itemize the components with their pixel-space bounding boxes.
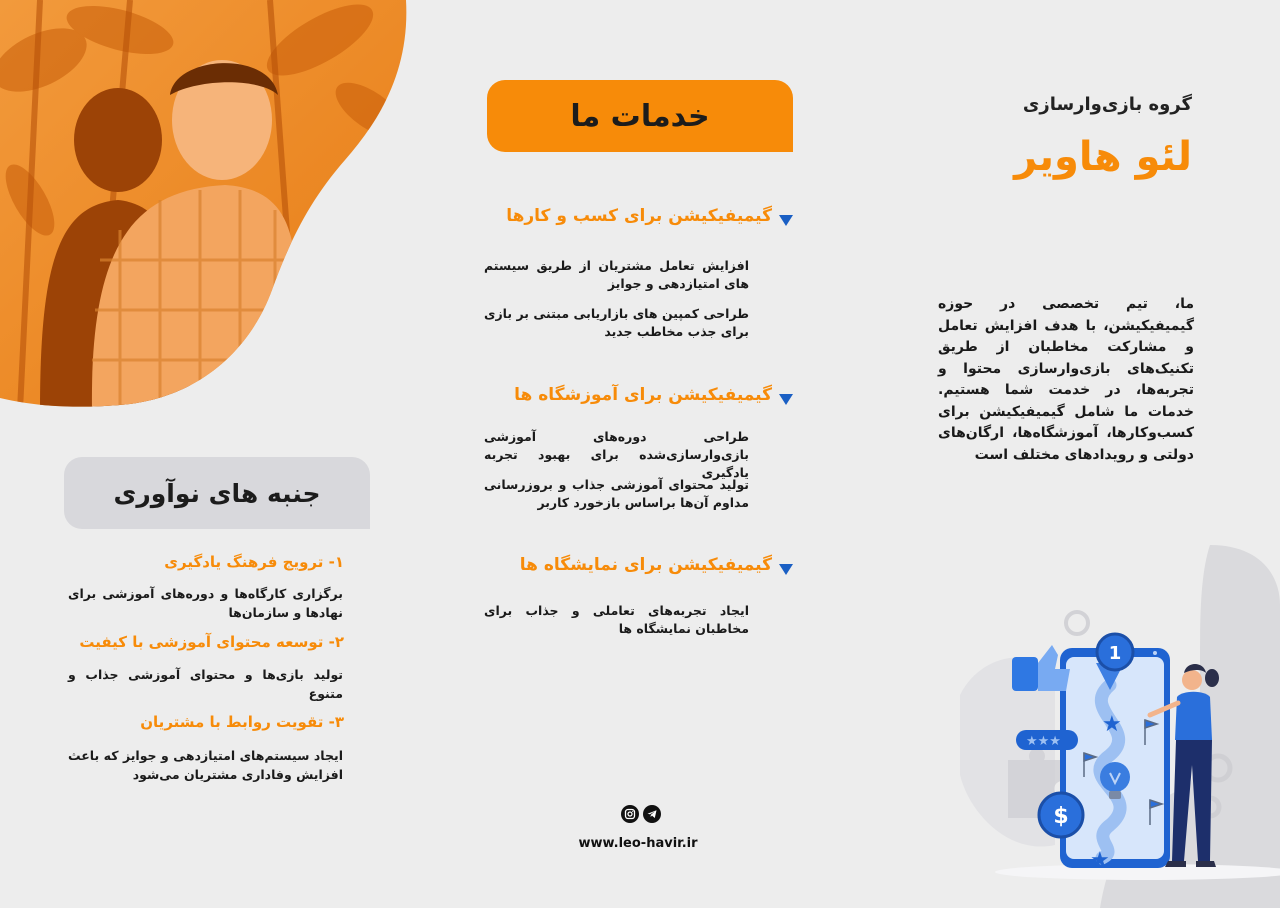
brand-name: لئو هاویر: [1014, 134, 1192, 180]
gamification-illustration: [960, 545, 1280, 908]
service-item: تولید محتوای آموزشی جذاب و بروزرسانی مداوم آن‌ها براساس بازخورد کاربر: [484, 477, 749, 510]
service-item: افزایش تعامل مشتریان از طریق سیستم های امتیازدهی و جوایز: [484, 258, 749, 291]
intro-paragraph: ما، تیم تخصصی در حوزه گیمیفیکیشن، با هدف افزایش تعامل و مشارکت مخاطبان از طریق تکنیک‌های بازی‌وارسازی محتوا و تجربه‌ها، در خدمت شما هستیم. خدمات ما شامل گیمیفیکیشن برای کسب‌وکارها، آموزشگاه‌ها، ارگان‌های دولتی و رویدادهای مختلف است: [938, 296, 1194, 463]
innovation-point-text: تولید بازی‌ها و محتوای آموزشی جذاب و متنوع: [68, 667, 343, 701]
innovation-point-title: ۲- توسعه محتوای آموزشی با کیفیت: [79, 633, 344, 651]
brand-subtitle: گروه بازی‌وارسازی: [1022, 94, 1192, 115]
medal-number: 1: [1108, 643, 1122, 664]
services-heading-banner: [487, 80, 793, 152]
instagram-icon[interactable]: [621, 805, 639, 823]
innovation-point-text: برگزاری کارگاه‌ها و دوره‌های آموزشی برای نهادها و سازمان‌ها: [68, 586, 343, 620]
star-icon: ★: [1090, 848, 1110, 873]
triangle-marker-icon: [779, 564, 793, 575]
coin-symbol: $: [1053, 804, 1069, 829]
service-item: طراحی دوره‌های آموزشی بازی‌وارسازی‌شده برای بهبود تجربه یادگیری: [484, 429, 749, 480]
star-icon: ★: [1102, 712, 1122, 737]
triangle-marker-icon: [779, 394, 793, 405]
service-section-title: گیمیفیکیشن برای کسب و کارها: [506, 206, 772, 226]
innovation-point-text: ایجاد سیستم‌های امتیازدهی و جوایز که باعث افزایش وفاداری مشتریان می‌شود: [68, 748, 343, 782]
triangle-marker-icon: [779, 215, 793, 226]
children-photo: [0, 0, 410, 410]
service-item: طراحی کمپین های بازاریابی مبتنی بر بازی برای جذب مخاطب جدید: [484, 306, 749, 339]
services-heading: خدمات ما: [570, 98, 710, 134]
innovation-point-title: ۱- ترویج فرهنگ یادگیری: [164, 553, 344, 571]
telegram-icon[interactable]: [643, 805, 661, 823]
innovation-point-title: ۳- تقویت روابط با مشتریان: [140, 713, 344, 731]
coin-icon: [1039, 793, 1083, 837]
service-section-title: گیمیفیکیشن برای نمایشگاه ها: [519, 555, 772, 575]
svg-text:★★★: ★★★: [1026, 734, 1061, 749]
innovation-heading-banner: [64, 457, 370, 529]
service-item: ایجاد تجربه‌های تعاملی و جذاب برای مخاطبان نمایشگاه ها: [484, 603, 749, 636]
service-section-title: گیمیفیکیشن برای آموزشگاه ها: [514, 385, 772, 405]
innovation-heading: جنبه های نوآوری: [113, 478, 321, 508]
website-url[interactable]: www.leo-havir.ir: [578, 836, 698, 851]
